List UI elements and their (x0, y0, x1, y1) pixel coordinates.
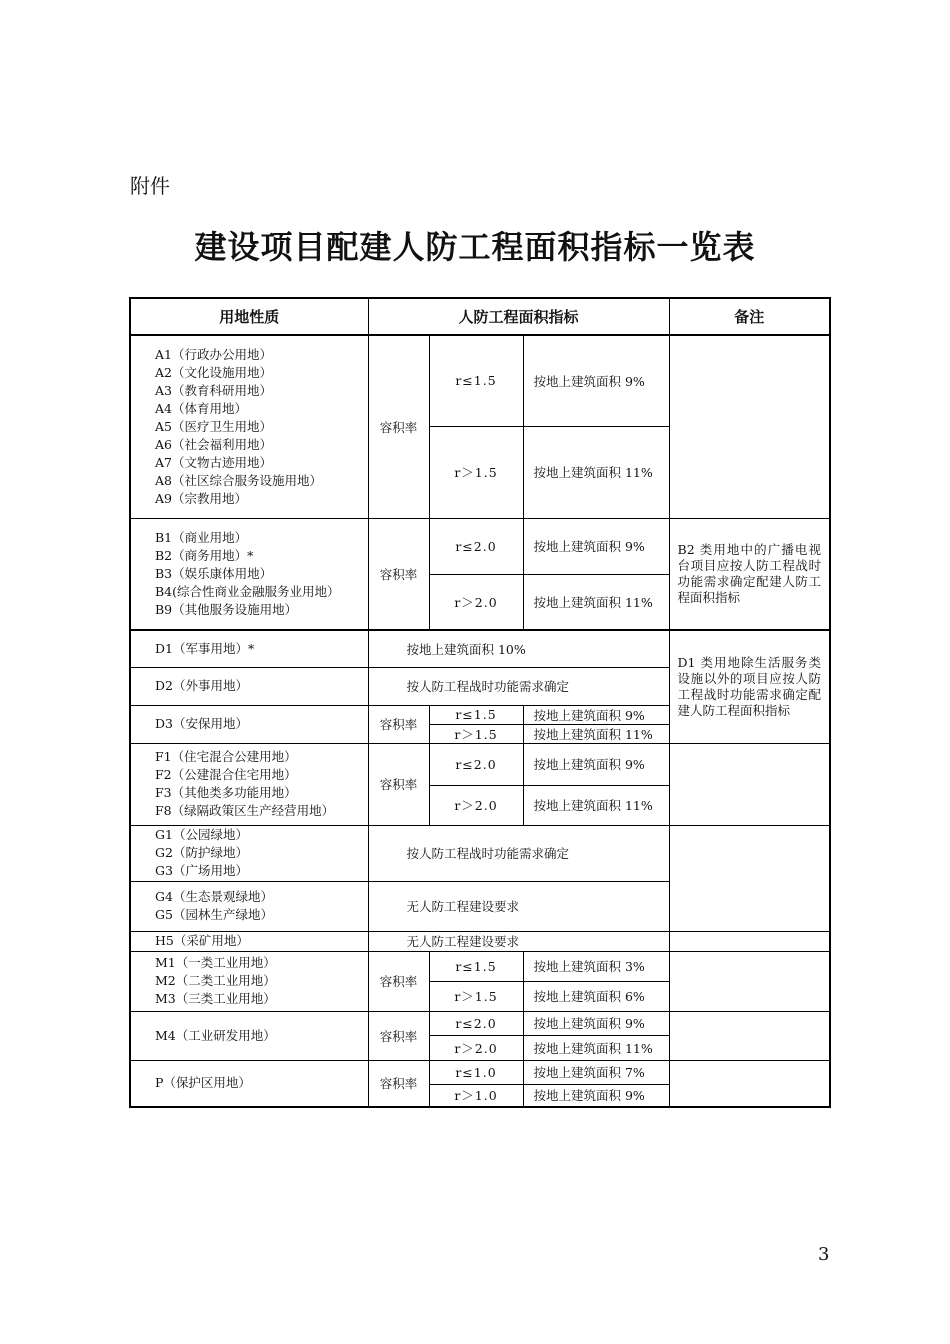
index-value: 按地上建筑面积 9% (523, 335, 669, 426)
index-value: 按地上建筑面积 9% (523, 1084, 669, 1107)
table-row (130, 335, 830, 426)
ratio-condition: r≤2.0 (429, 518, 523, 574)
land-use-cell: D1（军事用地）* (130, 630, 368, 667)
index-value: 无人防工程建设要求 (368, 931, 669, 951)
note-cell (669, 743, 830, 825)
ratio-condition: r＞2.0 (429, 574, 523, 630)
note-cell (669, 951, 830, 1011)
index-value: 按地上建筑面积 6% (523, 981, 669, 1011)
table-row (130, 825, 830, 881)
index-value: 按地上建筑面积 10% (368, 630, 669, 667)
table-row (130, 743, 830, 785)
land-use-cell: D2（外事用地） (130, 667, 368, 705)
ratio-label: 容积率 (368, 705, 429, 743)
ratio-condition: r≤1.5 (429, 951, 523, 981)
table-row (130, 1011, 830, 1035)
ratio-label: 容积率 (368, 335, 429, 518)
note-cell (669, 1060, 830, 1107)
ratio-label: 容积率 (368, 518, 429, 630)
note-cell (669, 931, 830, 951)
note-cell: B2 类用地中的广播电视台项目应按人防工程战时功能需求确定配建人防工程面积指标 (669, 518, 830, 630)
index-value: 按地上建筑面积 11% (523, 426, 669, 518)
ratio-condition: r＞2.0 (429, 785, 523, 825)
index-value: 按人防工程战时功能需求确定 (368, 825, 669, 881)
ratio-condition: r＞1.0 (429, 1084, 523, 1107)
area-index-table (129, 297, 831, 1108)
index-value: 按地上建筑面积 11% (523, 574, 669, 630)
ratio-label: 容积率 (368, 1060, 429, 1107)
ratio-condition: r＞1.5 (429, 426, 523, 518)
ratio-label: 容积率 (368, 743, 429, 825)
note-cell (669, 1011, 830, 1060)
table-row (130, 951, 830, 981)
land-use-cell: F1（住宅混合公建用地） F2（公建混合住宅用地） F3（其他类多功能用地） F8（绿隔政策区生产经营用地） (130, 743, 368, 825)
ratio-label: 容积率 (368, 1011, 429, 1060)
ratio-condition: r＞1.5 (429, 981, 523, 1011)
header-note: 备注 (669, 298, 830, 335)
annex-label: 附件 (130, 174, 170, 198)
ratio-condition: r≤2.0 (429, 1011, 523, 1035)
page-number: 3 (818, 1244, 830, 1265)
header-land-use: 用地性质 (130, 298, 368, 335)
index-value: 按地上建筑面积 11% (523, 724, 669, 743)
index-value: 按地上建筑面积 11% (523, 1035, 669, 1060)
document-title: 建设项目配建人防工程面积指标一览表 (194, 228, 756, 266)
land-use-cell: A1（行政办公用地） A2（文化设施用地） A3（教育科研用地） A4（体育用地） A5（医疗卫生用地） A6（社会福利用地） A7（文物古迹用地） A8（社区综合服务设施用地） A9（宗教用地） (130, 335, 368, 518)
land-use-cell: D3（安保用地） (130, 705, 368, 743)
ratio-condition: r＞1.5 (429, 724, 523, 743)
table-row (130, 1060, 830, 1084)
ratio-condition: r≤2.0 (429, 743, 523, 785)
index-value: 按地上建筑面积 9% (523, 705, 669, 724)
index-value: 按地上建筑面积 7% (523, 1060, 669, 1084)
index-value: 按地上建筑面积 9% (523, 518, 669, 574)
note-cell (669, 335, 830, 518)
note-cell: D1 类用地除生活服务类设施以外的项目应按人防工程战时功能需求确定配建人防工程面积指标 (669, 630, 830, 743)
header-index: 人防工程面积指标 (368, 298, 669, 335)
table-row (130, 630, 830, 667)
land-use-cell: H5（采矿用地） (130, 931, 368, 951)
index-value: 按地上建筑面积 9% (523, 743, 669, 785)
land-use-cell: M1（一类工业用地） M2（二类工业用地） M3（三类工业用地） (130, 951, 368, 1011)
ratio-condition: r≤1.5 (429, 705, 523, 724)
index-value: 无人防工程建设要求 (368, 881, 669, 931)
land-use-cell: G4（生态景观绿地） G5（园林生产绿地） (130, 881, 368, 931)
land-use-cell: P（保护区用地） (130, 1060, 368, 1107)
land-use-cell: M4（工业研发用地） (130, 1011, 368, 1060)
note-cell (669, 825, 830, 931)
table-row (130, 518, 830, 574)
land-use-cell: B1（商业用地） B2（商务用地）* B3（娱乐康体用地） B4(综合性商业金融服务业用地） B9（其他服务设施用地） (130, 518, 368, 630)
index-value: 按地上建筑面积 11% (523, 785, 669, 825)
ratio-label: 容积率 (368, 951, 429, 1011)
table-row (130, 931, 830, 951)
index-value: 按地上建筑面积 3% (523, 951, 669, 981)
index-value: 按人防工程战时功能需求确定 (368, 667, 669, 705)
index-value: 按地上建筑面积 9% (523, 1011, 669, 1035)
land-use-cell: G1（公园绿地） G2（防护绿地） G3（广场用地） (130, 825, 368, 881)
ratio-condition: r≤1.0 (429, 1060, 523, 1084)
ratio-condition: r＞2.0 (429, 1035, 523, 1060)
ratio-condition: r≤1.5 (429, 335, 523, 426)
table-header-row (130, 298, 830, 335)
